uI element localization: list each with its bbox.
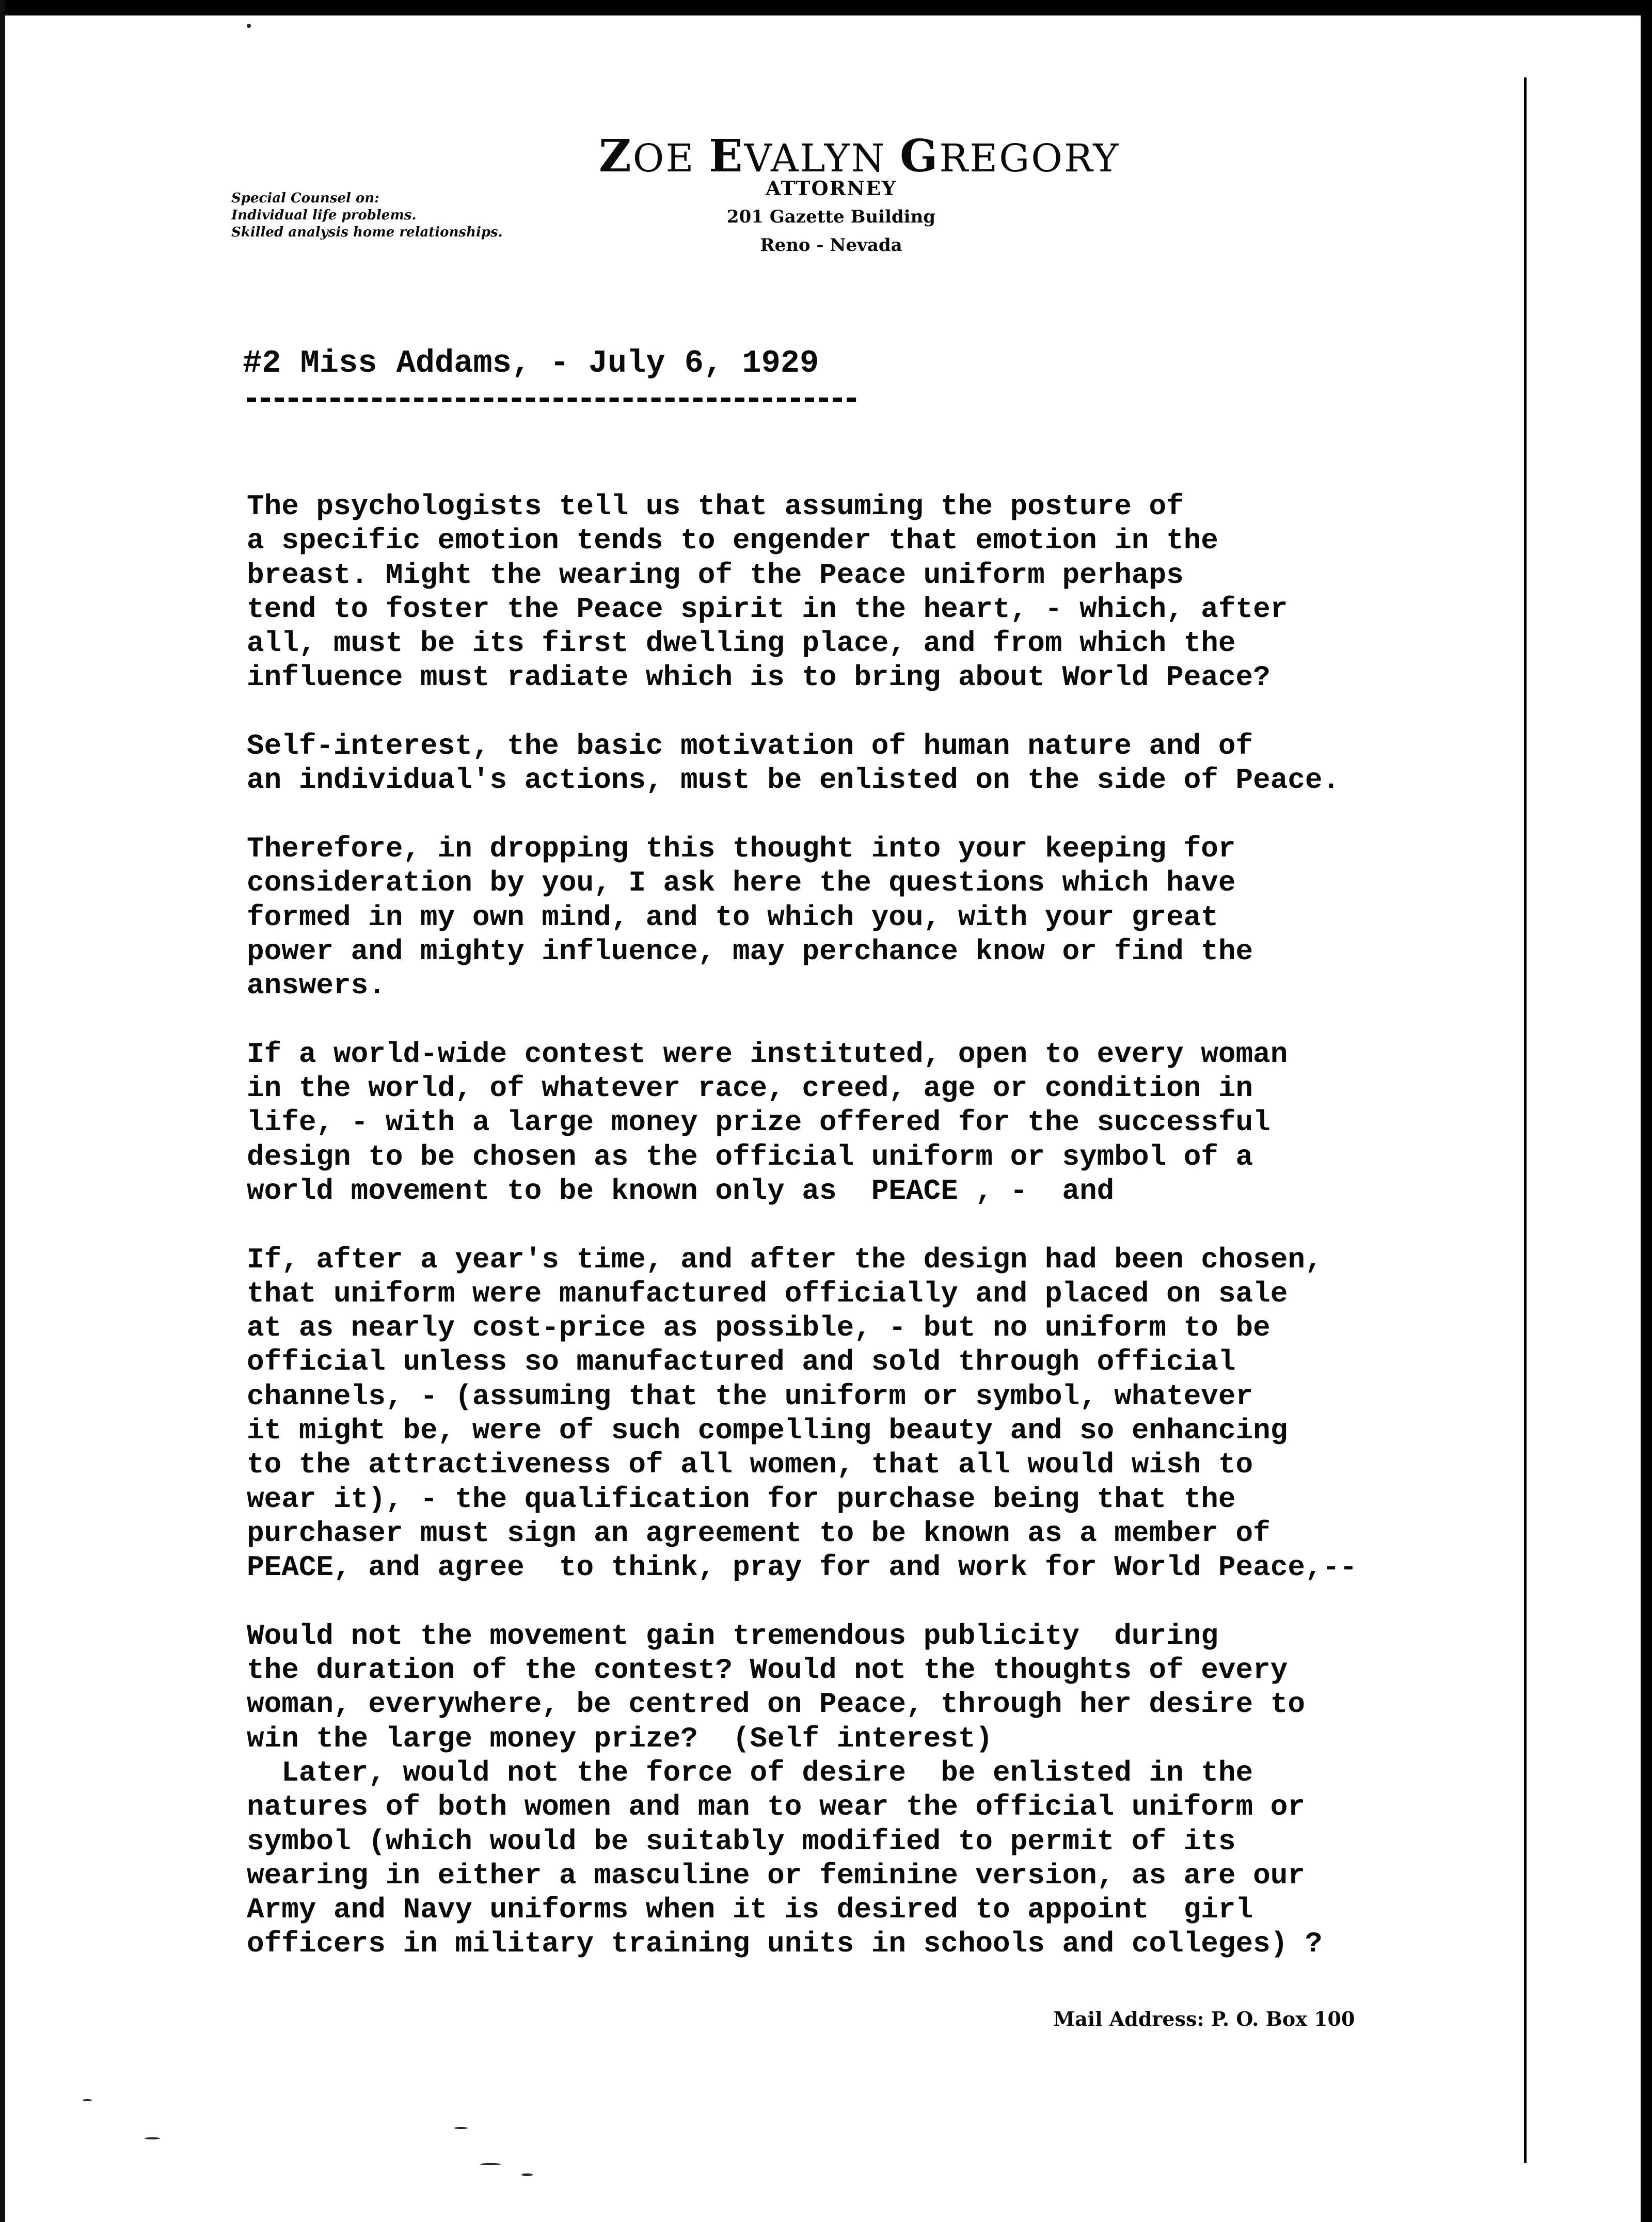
body-line: it might be, were of such compelling beauty and so enhancing: [247, 1414, 1288, 1448]
scan-speck: [247, 24, 251, 28]
special-counsel-note: [231, 190, 503, 241]
body-line: wear it), - the qualification for purchase being that the: [247, 1482, 1236, 1516]
body-line: symbol (which would be suitably modified to permit of its: [247, 1824, 1236, 1858]
body-line: formed in my own mind, and to which you, with your great: [247, 900, 1218, 934]
heading-underline: [247, 398, 856, 402]
body-line: breast. Might the wearing of the Peace uniform perhaps: [247, 558, 1184, 592]
letterhead-address-line2: Reno - Nevada: [760, 235, 902, 256]
body-line: influence must radiate which is to bring about World Peace?: [247, 661, 1270, 694]
scan-speck: [480, 2163, 501, 2165]
scan-edge-top: [0, 0, 1652, 15]
body-line: power and mighty influence, may perchance know or find the: [247, 934, 1253, 968]
page-margin-line: [1524, 77, 1527, 2163]
body-line: PEACE, and agree to think, pray for and work for World Peace,--: [247, 1551, 1357, 1584]
letterhead-title: ATTORNEY: [765, 177, 897, 200]
body-line: at as nearly cost-price as possible, - but no uniform to be: [247, 1311, 1270, 1345]
letter-body: [247, 489, 1506, 1995]
body-line: The psychologists tell us that assuming the posture of: [247, 490, 1184, 523]
body-line: If, after a year's time, and after the design had been chosen,: [247, 1243, 1323, 1276]
body-line: Later, would not the force of desire be enlisted in the: [247, 1756, 1253, 1789]
name-part: EVALYN: [709, 130, 900, 182]
counsel-line: Special Counsel on:: [231, 191, 379, 206]
body-line: purchaser must sign an agreement to be known as a member of: [247, 1516, 1270, 1550]
body-line: life, - with a large money prize offered for the successful: [247, 1106, 1270, 1139]
body-line: official unless so manufactured and sold through official: [247, 1345, 1236, 1379]
body-line: officers in military training units in schools and colleges) ?: [247, 1927, 1323, 1961]
body-line: world movement to be known only as PEACE , - and: [247, 1174, 1115, 1208]
counsel-line: Skilled analysis home relationships.: [231, 225, 503, 240]
scan-speck: [83, 2099, 92, 2101]
body-line: in the world, of whatever race, creed, age or condition in: [247, 1072, 1253, 1105]
body-line: to the attractiveness of all women, that all would wish to: [247, 1448, 1253, 1482]
scan-edge-left: [0, 0, 5, 2222]
body-line: all, must be its first dwelling place, and from which the: [247, 627, 1236, 660]
body-line: Would not the movement gain tremendous publicity during: [247, 1619, 1218, 1653]
body-line: Therefore, in dropping this thought into your keeping for: [247, 832, 1236, 865]
body-line: tend to foster the Peace spirit in the heart, - which, after: [247, 592, 1288, 626]
name-part: GREGORY: [899, 130, 1120, 182]
body-line: the duration of the contest? Would not the thoughts of every: [247, 1654, 1288, 1687]
body-line: design to be chosen as the official uniform or symbol of a: [247, 1140, 1253, 1173]
mail-address: Mail Address: P. O. Box 100: [1053, 2007, 1355, 2030]
scan-speck: [521, 2173, 533, 2176]
body-line: woman, everywhere, be centred on Peace, through her desire to: [247, 1688, 1305, 1721]
body-line: consideration by you, I ask here the questions which have: [247, 866, 1236, 900]
body-line: an individual's actions, must be enlisted on the side of Peace.: [247, 764, 1340, 797]
scan-speck: [454, 2127, 468, 2129]
body-line: win the large money prize? (Self interest): [247, 1722, 993, 1755]
body-line: a specific emotion tends to engender that emotion in the: [247, 524, 1218, 558]
body-line: that uniform were manufactured officially and placed on sale: [247, 1277, 1288, 1310]
body-line: Army and Navy uniforms when it is desired to appoint girl: [247, 1893, 1253, 1927]
letterhead-name: [599, 130, 1120, 182]
scan-edge-right: [1641, 0, 1652, 2222]
body-line: answers.: [247, 969, 386, 1003]
body-line: channels, - (assuming that the uniform or symbol, whatever: [247, 1379, 1253, 1413]
body-line: Self-interest, the basic motivation of human nature and of: [247, 729, 1253, 763]
body-line: natures of both women and man to wear the official uniform or: [247, 1790, 1305, 1824]
name-part: ZOE: [599, 130, 709, 182]
letterhead-address-line1: 201 Gazette Building: [726, 207, 936, 227]
body-line: If a world-wide contest were instituted, open to every woman: [247, 1037, 1288, 1071]
scan-speck: [145, 2137, 160, 2139]
body-line: wearing in either a masculine or feminine version, as are our: [247, 1859, 1305, 1892]
letter-heading: #2 Miss Addams, - July 6, 1929: [243, 345, 819, 382]
counsel-line: Individual life problems.: [231, 208, 417, 223]
